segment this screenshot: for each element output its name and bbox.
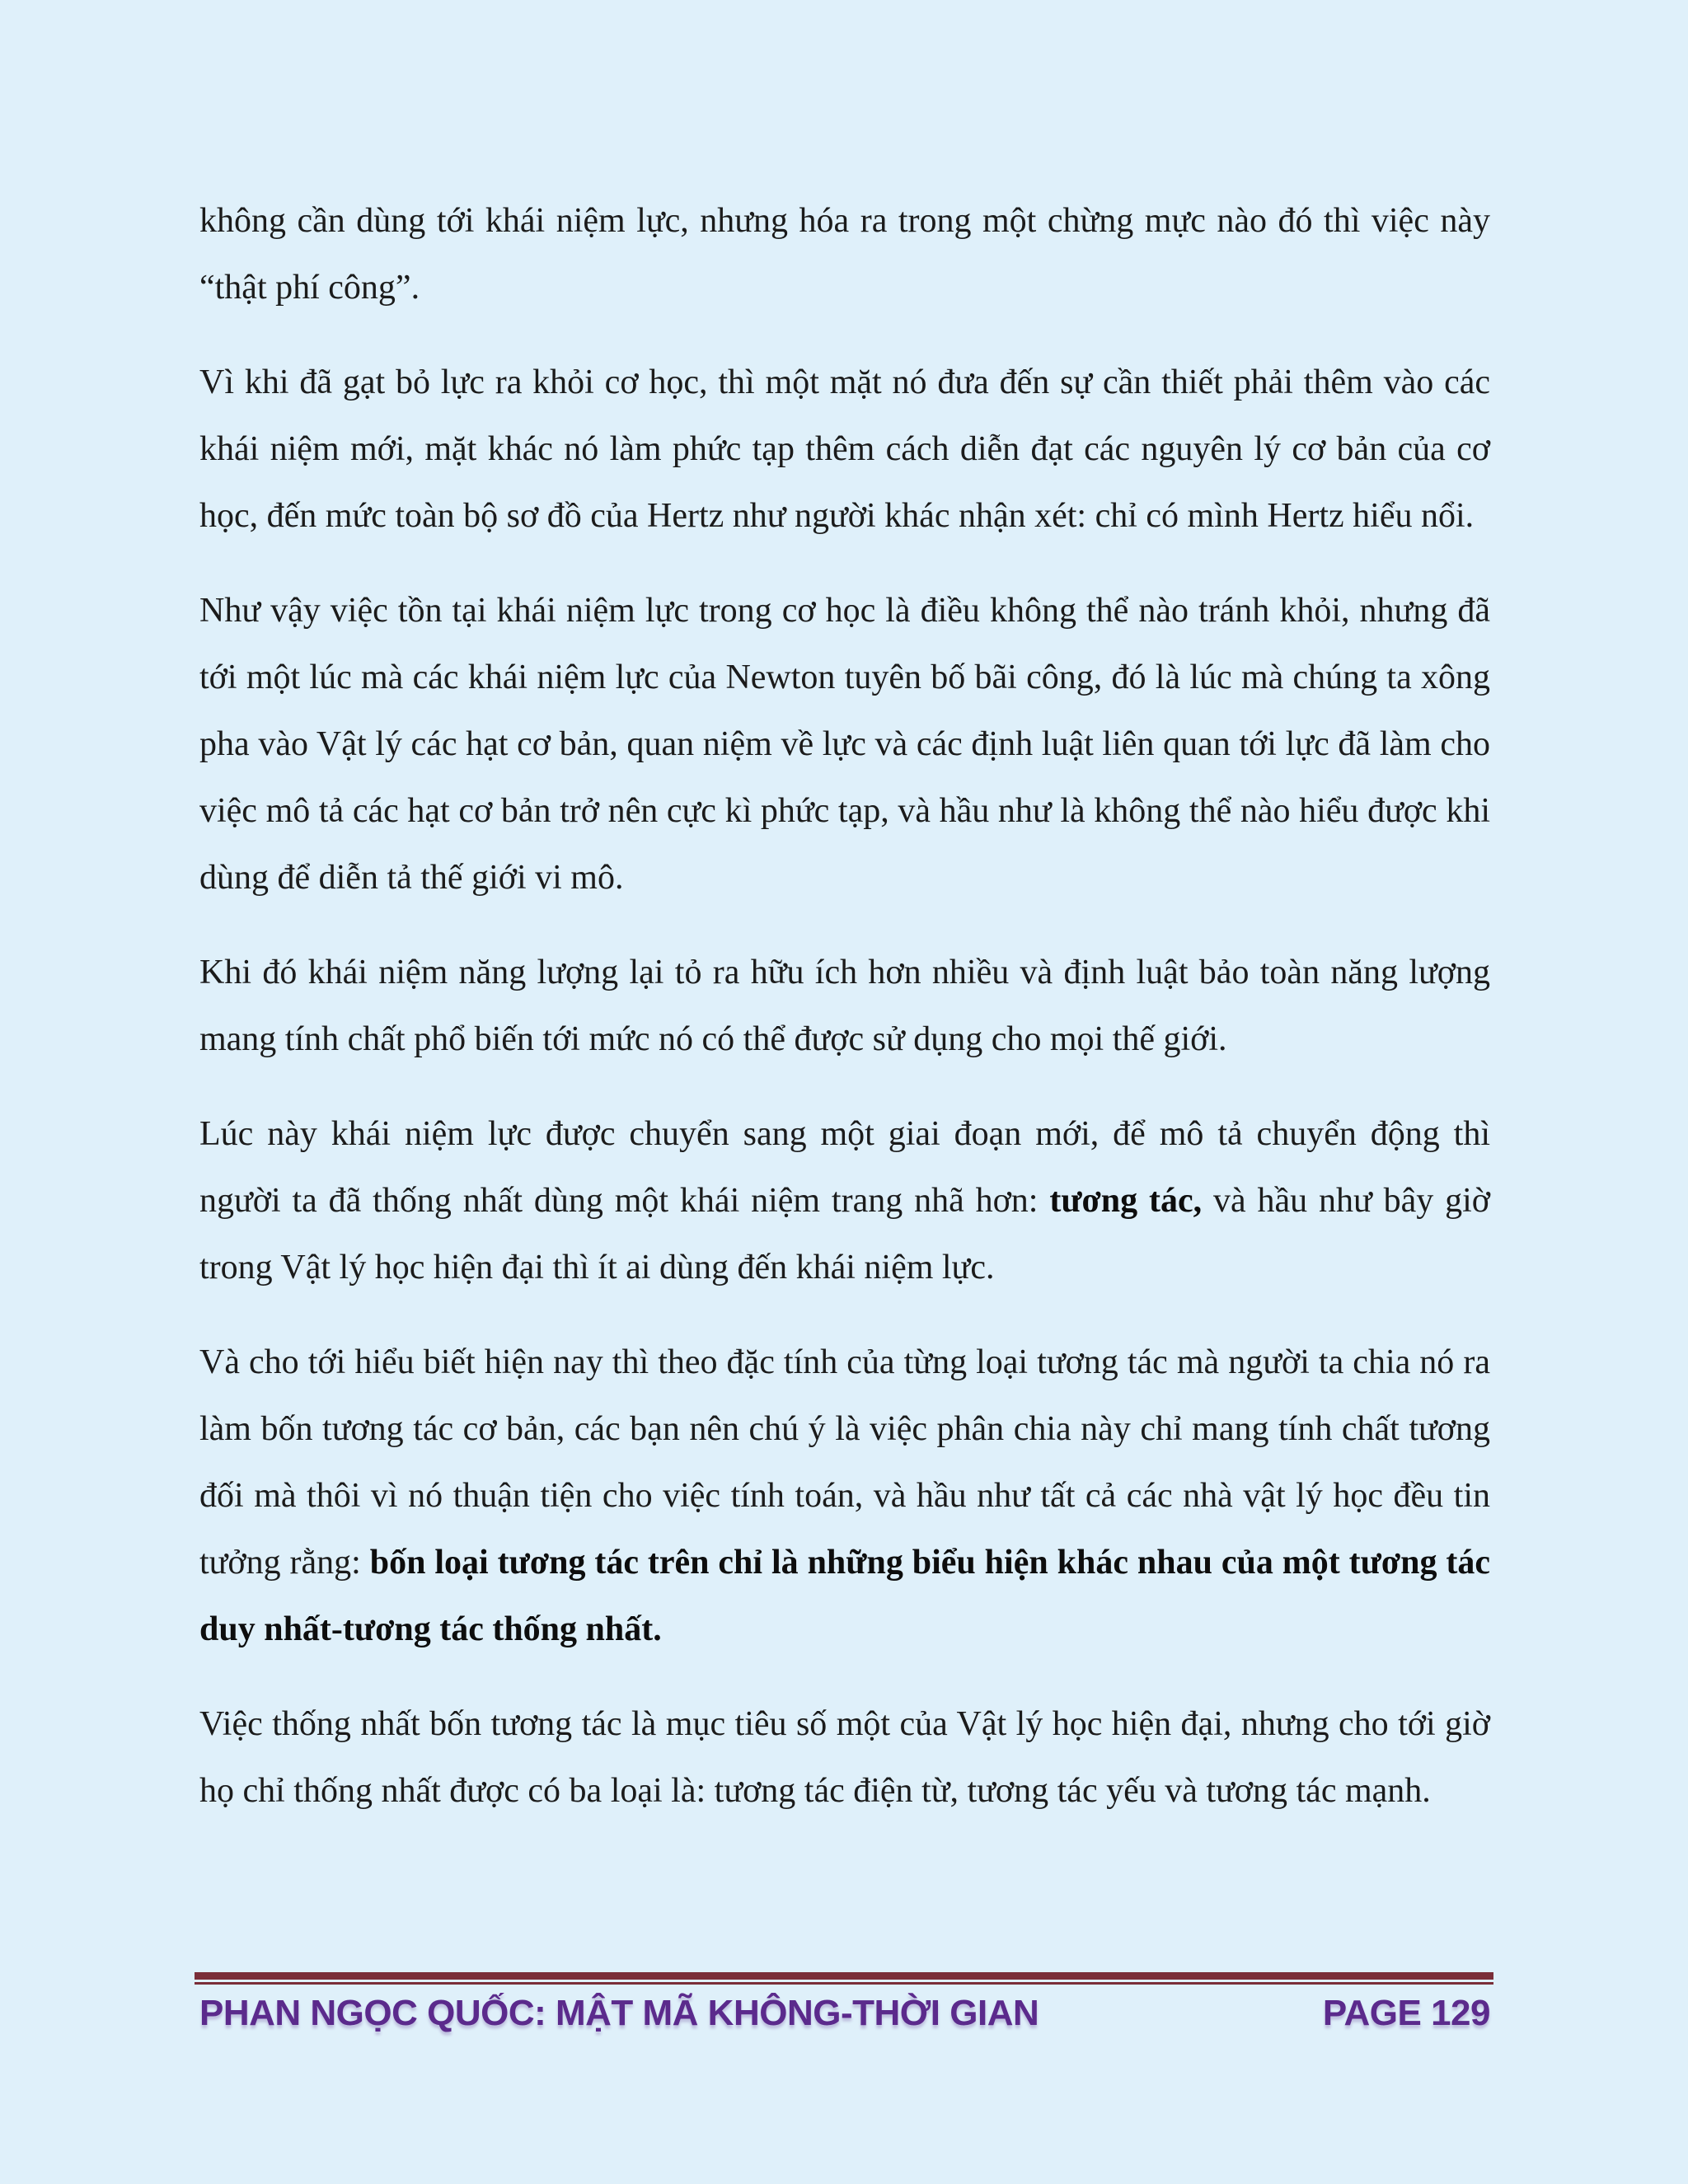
footer-divider-thin-line [195, 1982, 1493, 1985]
paragraph-6 [199, 1329, 1490, 1663]
paragraph-2 [199, 349, 1490, 550]
paragraph-5 [199, 1101, 1490, 1301]
footer-divider [195, 1972, 1493, 1985]
page-footer [199, 1986, 1490, 2044]
paragraph-4-text: Khi đó khái niệm năng lượng lại tỏ ra hữu ích hơn nhiều và định luật bảo toàn năng lượng mang tính chất phổ biến tới mức nó có thể được sử dụng cho mọi thế giới. [199, 954, 1490, 1058]
paragraph-4 [199, 940, 1490, 1073]
paragraph-2-text: Vì khi đã gạt bỏ lực ra khỏi cơ học, thì một mặt nó đưa đến sự cần thiết phải thêm vào các khái niệm mới, mặt khác nó làm phức tạp thêm cách diễn đạt các nguyên lý cơ bản của cơ học, đến mức toàn bộ sơ đồ của Hertz như người khác nhận xét: chỉ có mình Hertz hiểu nổi. [199, 363, 1490, 535]
paragraph-3 [199, 578, 1490, 912]
paragraph-5-bold-term: tương tác, [1049, 1182, 1203, 1220]
paragraph-7 [199, 1691, 1490, 1825]
paragraph-5-text: Lúc này khái niệm lực được chuyển sang một giai đoạn mới, để mô tả chuyển động thì người ta đã thống nhất dùng một khái niệm trang nhã hơn: [199, 1115, 1490, 1220]
paragraph-6-text: Và cho tới hiểu biết hiện nay thì theo đặc tính của từng loại tương tác mà người ta chia nó ra làm bốn tương tác cơ bản, các bạn nên chú ý là việc phân chia này chỉ mang tính chất tương đối mà thôi vì nó thuận tiện cho việc tính toán, và hầu như tất cả các nhà vật lý học đều tin tưởng rằng: [199, 1343, 1490, 1582]
body-text [199, 188, 1490, 1853]
footer-page-number: PAGE 129 [1322, 1993, 1490, 2033]
footer-divider-thick-line [195, 1972, 1493, 1980]
paragraph-7-text: Việc thống nhất bốn tương tác là mục tiêu số một của Vật lý học hiện đại, nhưng cho tới giờ họ chỉ thống nhất được có ba loại là: tương tác điện từ, tương tác yếu và tương tác mạnh. [199, 1705, 1490, 1810]
paragraph-1-text: không cần dùng tới khái niệm lực, nhưng hóa ra trong một chừng mực nào đó thì việc này “thật phí công”. [199, 202, 1490, 307]
paragraph-6-bold-statement: bốn loại tương tác trên chỉ là những biểu hiện khác nhau của một tương tác duy nhất-tương tác thống nhất. [199, 1544, 1490, 1648]
paragraph-5-text-end: và hầu như bây giờ trong Vật lý học hiện đại thì ít ai dùng đến khái niệm lực. [199, 1182, 1490, 1286]
footer-book-title: PHAN NGỌC QUỐC: MẬT MÃ KHÔNG-THỜI GIAN [199, 1993, 1039, 2033]
paragraph-3-text: Như vậy việc tồn tại khái niệm lực trong cơ học là điều không thể nào tránh khỏi, nhưng đã tới một lúc mà các khái niệm lực của Newton tuyên bố bãi công, đó là lúc mà chúng ta xông pha vào Vật lý các hạt cơ bản, quan niệm về lực và các định luật liên quan tới lực đã làm cho việc mô tả các hạt cơ bản trở nên cực kì phức tạp, và hầu như là không thể nào hiểu được khi dùng để diễn tả thế giới vi mô. [199, 592, 1490, 897]
paragraph-1 [199, 188, 1490, 321]
